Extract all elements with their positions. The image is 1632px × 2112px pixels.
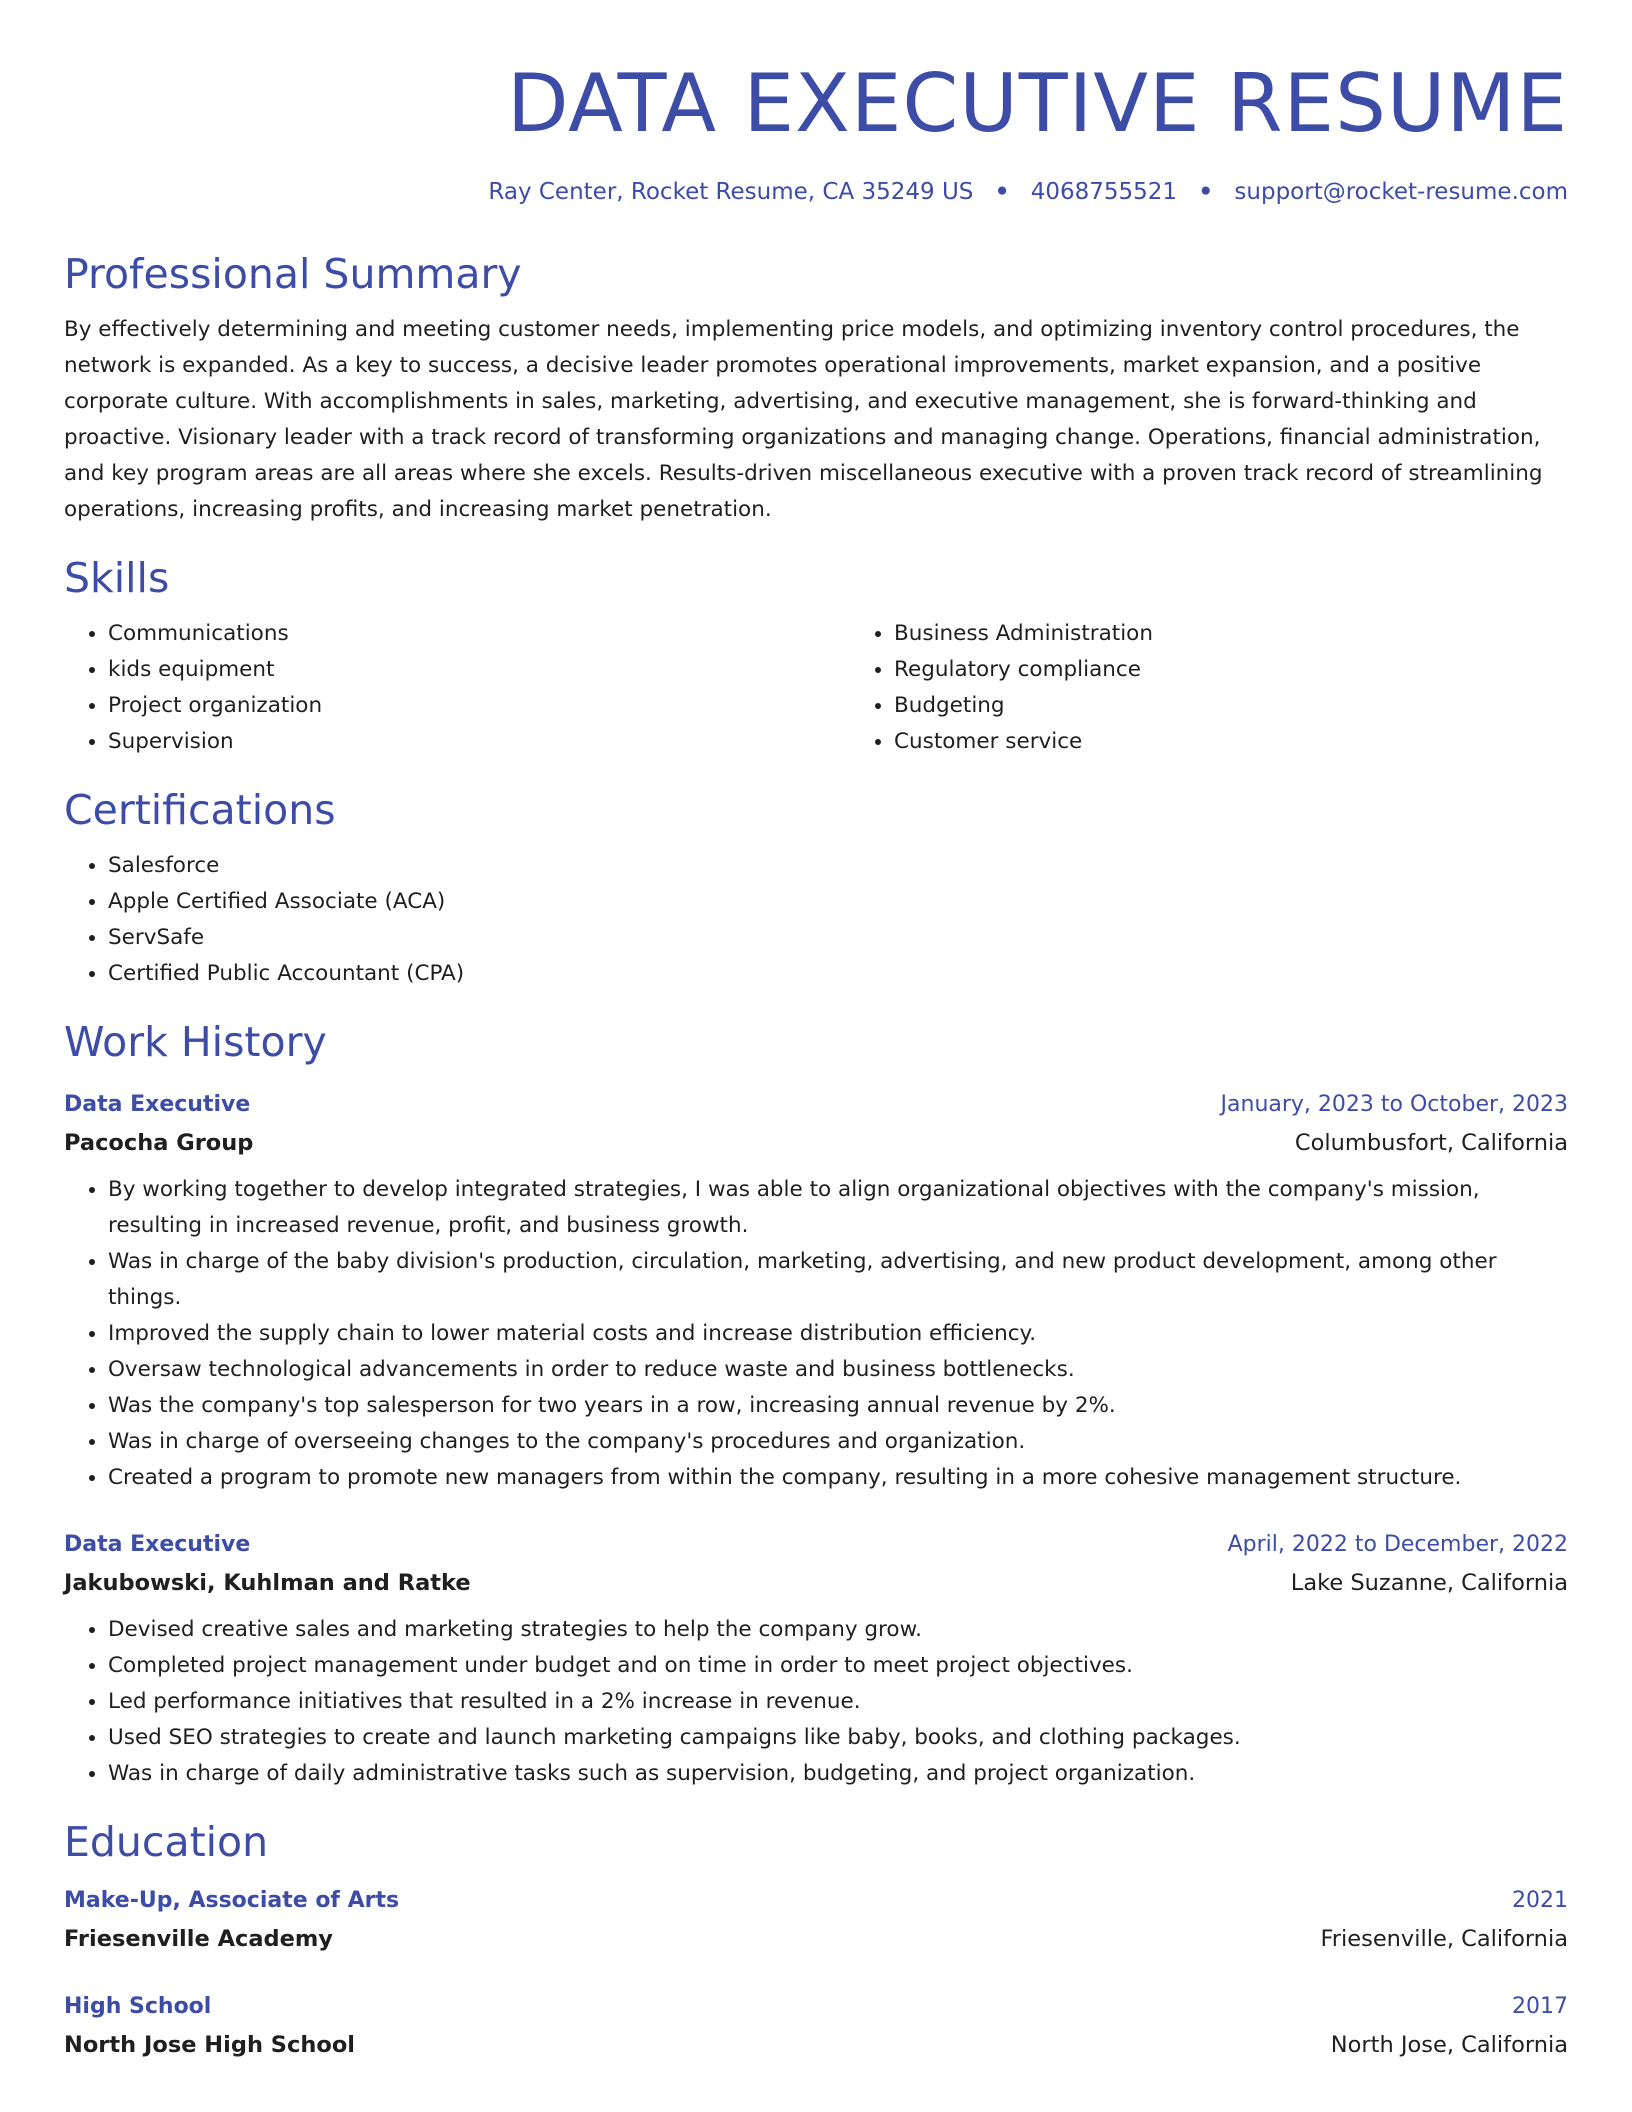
job-bullet: • Was in charge of daily administrative tasks such as supervision, budgeting, and project organization. (108, 1756, 1568, 1792)
skill-item: • Budgeting (894, 688, 1632, 724)
contact-separator: • (994, 179, 1010, 205)
job-bullet: • Was the company's top salesperson for two years in a row, increasing annual revenue by 2%. (108, 1388, 1568, 1424)
summary-heading: Professional Summary (64, 250, 522, 298)
job-bullets (64, 1612, 1568, 1792)
job-bullet: • Was in charge of the baby division's production, circulation, marketing, advertising, and new product development, among other things. (108, 1244, 1568, 1316)
education-year: 2017 (1512, 1994, 1568, 2019)
job-dates: April, 2022 to December, 2022 (1227, 1532, 1568, 1557)
skill-item: • Supervision (108, 724, 850, 760)
certifications-section (64, 784, 1568, 992)
education-degree-row (64, 1988, 1568, 2026)
resume-title: DATA EXECUTIVE RESUME (506, 57, 1568, 150)
job-title-row (64, 1526, 1568, 1564)
job-bullet: • Devised creative sales and marketing strategies to help the company grow. (108, 1612, 1568, 1648)
job-title-row (64, 1086, 1568, 1124)
education-location: North Jose, California (1330, 2032, 1568, 2058)
education-school-row (64, 2026, 1568, 2064)
skill-item: • Customer service (894, 724, 1632, 760)
contact-address: Ray Center, Rocket Resume, CA 35249 US (488, 179, 974, 205)
certification-item: • Apple Certified Associate (ACA) (108, 884, 1568, 920)
job-bullet: • Oversaw technological advancements in order to reduce waste and business bottlenecks. (108, 1352, 1568, 1388)
certifications-list (64, 848, 1568, 992)
job-company-row (64, 1564, 1568, 1602)
summary-text: By effectively determining and meeting customer needs, implementing price models, and optimizing inventory control procedures, the network is expanded. As a key to success, a decisive leader promotes operational improvements, market expansion, and a positive corporate culture. With accomplishments in sales, marketing, advertising, and executive management, she is forward-thinking and proactive. Visionary leader with a track record of transforming organizations and managing change. Operations, financial administration, and key program areas are all areas where she excels. Results-driven miscellaneous executive with a proven track record of streamlining operations, increasing profits, and increasing market penetration. (64, 317, 1543, 522)
education-heading: Education (64, 1818, 269, 1866)
contact-phone[interactable]: 4068755521 (1030, 179, 1178, 205)
skills-section (64, 552, 1568, 760)
education-year: 2021 (1512, 1888, 1568, 1913)
skills-list-right (850, 616, 1632, 760)
contact-email[interactable]: support@rocket-resume.com (1234, 179, 1568, 205)
education-degree: Make-Up, Associate of Arts (64, 1888, 400, 1913)
job-title: Data Executive (64, 1532, 251, 1557)
job-bullet: • Created a program to promote new managers from within the company, resulting in a more cohesive management structure. (108, 1460, 1568, 1496)
education-entry (64, 1988, 1568, 2064)
job-bullet: • Led performance initiatives that resulted in a 2% increase in revenue. (108, 1684, 1568, 1720)
job-bullet: • Used SEO strategies to create and launch marketing campaigns like baby, books, and clothing packages. (108, 1720, 1568, 1756)
job-company: Pacocha Group (64, 1130, 254, 1156)
education-location: Friesenville, California (1320, 1926, 1568, 1952)
certification-item: • Certified Public Accountant (CPA) (108, 956, 1568, 992)
education-degree-row (64, 1882, 1568, 1920)
job-entry (64, 1086, 1568, 1496)
job-title: Data Executive (64, 1092, 251, 1117)
job-company: Jakubowski, Kuhlman and Ratke (64, 1570, 471, 1596)
certification-item: • ServSafe (108, 920, 1568, 956)
job-company-row (64, 1124, 1568, 1162)
job-bullet: • Improved the supply chain to lower material costs and increase distribution efficiency. (108, 1316, 1568, 1352)
education-school: North Jose High School (64, 2032, 355, 2058)
resume-header (64, 56, 1568, 208)
skill-item: • Communications (108, 616, 850, 652)
job-bullet: • By working together to develop integrated strategies, I was able to align organizational objectives with the company's mission, resulting in increased revenue, profit, and business growth. (108, 1172, 1568, 1244)
job-bullet: • Was in charge of overseeing changes to the company's procedures and organization. (108, 1424, 1568, 1460)
job-dates: January, 2023 to October, 2023 (1220, 1092, 1568, 1117)
job-bullet: • Completed project management under budget and on time in order to meet project objectives. (108, 1648, 1568, 1684)
skills-list-left (64, 616, 850, 760)
education-school: Friesenville Academy (64, 1926, 333, 1952)
skill-item: • Project organization (108, 688, 850, 724)
skill-item: • kids equipment (108, 652, 850, 688)
contact-separator: • (1198, 179, 1214, 205)
certifications-heading: Certifications (64, 786, 336, 834)
education-section (64, 1816, 1568, 2064)
skills-heading: Skills (64, 554, 170, 602)
job-bullets (64, 1172, 1568, 1496)
education-entry (64, 1882, 1568, 1958)
education-degree: High School (64, 1994, 212, 2019)
skill-item: • Regulatory compliance (894, 652, 1632, 688)
work-history-heading: Work History (64, 1018, 327, 1066)
job-location: Lake Suzanne, California (1290, 1570, 1568, 1596)
summary-section (64, 248, 1568, 528)
skill-item: • Business Administration (894, 616, 1632, 652)
education-school-row (64, 1920, 1568, 1958)
job-location: Columbusfort, California (1294, 1130, 1568, 1156)
job-entry (64, 1526, 1568, 1792)
certification-item: • Salesforce (108, 848, 1568, 884)
skills-grid (64, 616, 1568, 760)
work-history-section (64, 1016, 1568, 1792)
contact-line (64, 176, 1568, 208)
